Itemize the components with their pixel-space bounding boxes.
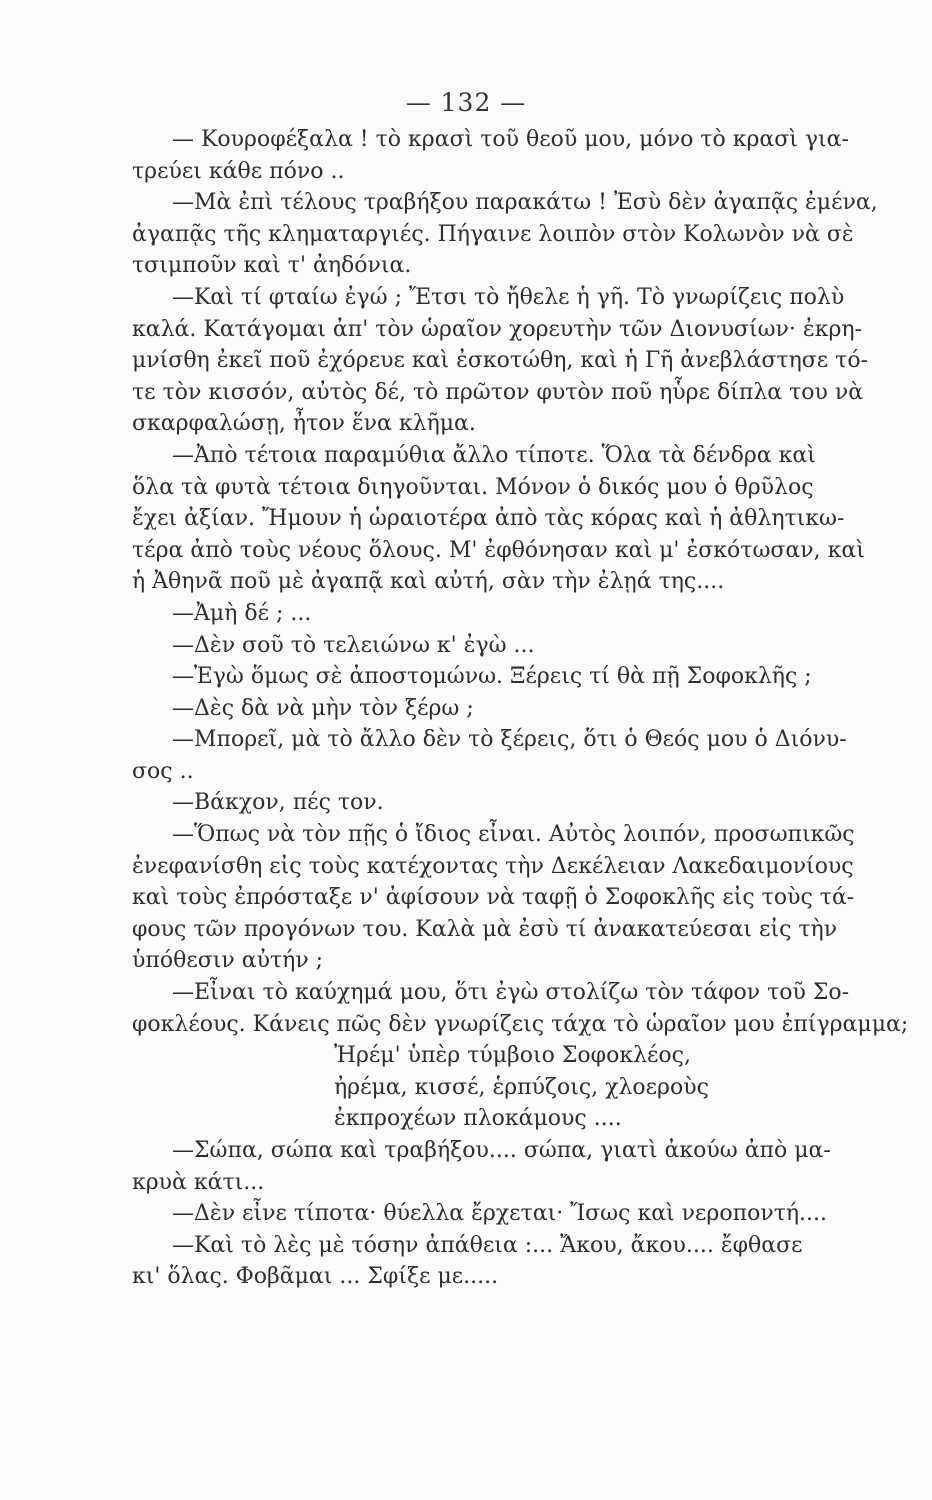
text-line: —Μὰ ἐπὶ τέλους τραβήξου παρακάτω ! Ἐσὺ δὲν ἀγαπᾷς ἐμένα, [172, 190, 878, 216]
text-line: —Βάκχον, πές τον. [172, 790, 384, 816]
text-line: ἔχει ἀξίαν. Ἤμουν ἡ ὡραιοτέρα ἀπὸ τὰς κόρας καὶ ἡ ἀθλητικω- [132, 506, 845, 532]
text-line: τε τὸν κισσόν, αὐτὸς δέ, τὸ πρῶτον φυτὸν ποῦ ηὗρε δίπλα του νὰ [132, 379, 864, 405]
verse-line: ἠρέμα, κισσέ, ἑρπύζοις, χλοεροὺς [334, 1074, 709, 1100]
text-line: —Καὶ τί φταίω ἐγώ ; Ἔτσι τὸ ἤθελε ἡ γῆ. Τὸ γνωρίζεις πολὺ [172, 284, 845, 310]
text-line: φους τῶν προγόνων του. Καλὰ μὰ ἐσὺ τί ἀνακατεύεσαι εἰς τὴν [132, 916, 838, 942]
text-line: σος .. [132, 758, 194, 784]
text-line: —Καὶ τὸ λὲς μὲ τόσην ἀπάθεια :... Ἄκου, ἄκου.... ἔφθασε [172, 1232, 803, 1258]
text-line: τέρα ἀπὸ τοὺς νέους ὅλους. Μ' ἐφθόνησαν καὶ μ' ἐσκότωσαν, καὶ [132, 537, 865, 563]
text-line: τρεύει κάθε πόνο .. [132, 158, 345, 184]
text-line: —Ἀπὸ τέτοια παραμύθια ἄλλο τίποτε. Ὅλα τὰ δένδρα καὶ [172, 442, 816, 468]
verse-line: Ἠρέμ' ὑπὲρ τύμβοιο Σοφοκλέος, [334, 1043, 691, 1069]
text-line: ἡ Ἀθηνᾶ ποῦ μὲ ἀγαπᾷ καὶ αὐτή, σὰν τὴν ἐλῃά της.... [132, 569, 725, 595]
text-line: τσιμποῦν καὶ τ' ἀηδόνια. [132, 253, 412, 279]
text-line: —Ἐγὼ ὅμως σὲ ἀποστομώνω. Ξέρεις τί θὰ πῇ Σοφοκλῆς ; [172, 664, 812, 690]
text-line: —Σώπα, σώπα καὶ τραβήξου.... σώπα, γιατὶ ἀκούω ἀπὸ μα- [172, 1138, 831, 1163]
text-line: καλά. Κατάγομαι ἀπ' τὸν ὡραῖον χορευτὴν τῶν Διονυσίων· ἐκρη- [132, 316, 863, 342]
verse-line: ἐκπροχέων πλοκάμους .... [334, 1106, 622, 1132]
text-line: σκαρφαλώσῃ, ἦτον ἕνα κλῆμα. [132, 411, 476, 437]
text-line: — Κουροφέξαλα ! τὸ κρασὶ τοῦ θεοῦ μου, μόνο τὸ κρασὶ για- [172, 127, 849, 152]
text-line: ὑπόθεσιν αὐτήν ; [132, 948, 324, 974]
page-number: — 132 — [405, 88, 527, 117]
text-line: —Ὅπως νὰ τὸν πῇς ὁ ἴδιος εἶναι. Αὐτὸς λοιπόν, προσωπικῶς [172, 822, 855, 848]
text-line: ὅλα τὰ φυτὰ τέτοια διηγοῦνται. Μόνον ὁ δικός μου ὁ θρῦλος [132, 474, 814, 500]
text-line: φοκλέους. Κάνεις πῶς δὲν γνωρίζεις τάχα τὸ ὡραῖον μου ἐπίγραμμα; [132, 1011, 909, 1037]
text-line: —Δὲς δὰ νὰ μὴν τὸν ξέρω ; [172, 695, 474, 721]
text-line: —Δὲν εἶνε τίποτα· θύελλα ἔρχεται· Ἴσως καὶ νεροποντή.... [172, 1201, 828, 1227]
text-line: καὶ τοὺς ἐπρόσταξε ν' ἀφίσουν νὰ ταφῇ ὁ Σοφοκλῆς εἰς τοὺς τά- [132, 885, 855, 911]
text-line: κρυὰ κάτι... [132, 1169, 265, 1195]
text-line: —Ἀμὴ δέ ; ... [172, 600, 312, 626]
text-line: —Εἶναι τὸ καύχημά μου, ὅτι ἐγὼ στολίζω τὸν τάφον τοῦ Σο- [172, 980, 850, 1006]
text-line: ἀγαπᾷς τῆς κληματαργιές. Πήγαινε λοιπὸν στὸν Κολωνὸν νὰ σὲ [132, 221, 854, 247]
text-line: ἐνεφανίσθη εἰς τοὺς κατέχοντας τὴν Δεκέλειαν Λακεδαιμονίους [132, 853, 854, 879]
text-line: —Δὲν σοῦ τὸ τελειώνω κ' ἐγὼ ... [172, 632, 535, 658]
text-line: μνίσθη ἐκεῖ ποῦ ἐχόρευε καὶ ἐσκοτώθη, καὶ ἡ Γῆ ἀνεβλάστησε τό- [132, 348, 869, 374]
body-text [132, 124, 907, 1293]
text-line: —Μπορεῖ, μὰ τὸ ἄλλο δὲν τὸ ξέρεις, ὅτι ὁ Θεός μου ὁ Διόνυ- [172, 727, 847, 753]
text-line: κι' ὅλας. Φοβᾶμαι ... Σφίξε με..... [132, 1264, 499, 1290]
